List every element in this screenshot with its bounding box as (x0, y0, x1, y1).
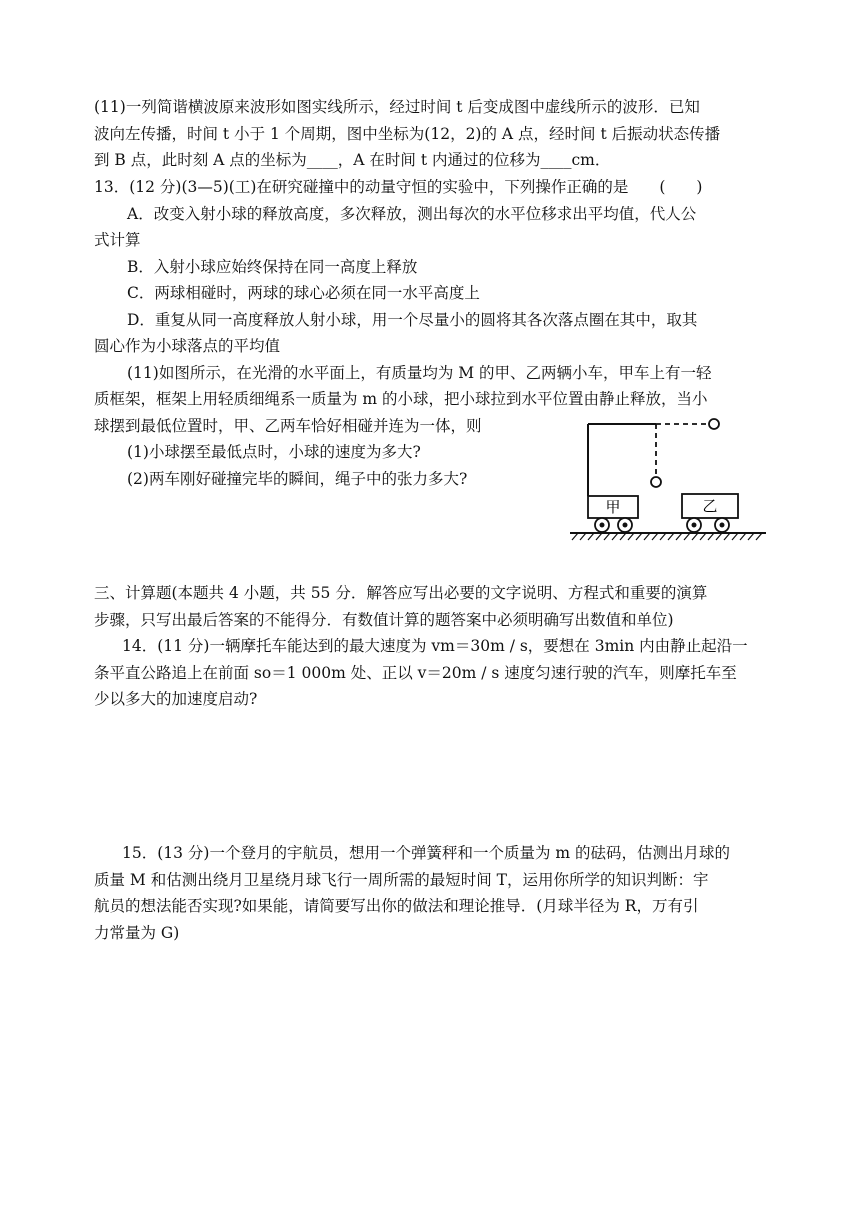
question-15 (94, 840, 768, 946)
ball-horizontal (709, 419, 719, 429)
cart-a-axle-right (623, 523, 628, 528)
ball-lowest (651, 477, 661, 487)
question-11-wave (94, 94, 768, 174)
q14-line-3: 少以多大的加速度启动? (94, 690, 258, 708)
cart-b-axle-left (692, 523, 697, 528)
section-3-line-1: 三、计算题(本题共 4 小题，共 55 分．解答应写出必要的文字说明、方程式和重要的演算 (94, 584, 708, 602)
q13-stem: 13．(12 分)(3—5)(工)在研究碰撞中的动量守恒的实验中，下列操作正确的是 ( ) (94, 178, 703, 196)
q13-option-a-line-1: A．改变入射小球的释放高度，多次释放，测出每次的水平位移求出平均值，代人公 (127, 204, 697, 223)
q11-line-2: 波向左传播，时间 t 小于 1 个周期，图中坐标为(12，2)的 A 点，经时间 t 后振动状态传播 (94, 124, 721, 143)
q13-option-d-line-2: 圆心作为小球落点的平均值 (94, 337, 281, 355)
q14-line-2: 条平直公路追上在前面 so＝1 000m 处、正以 v＝20m / s 速度匀速行驶的汽车，则摩托车至 (94, 663, 737, 682)
q13-option-c: C．两球相碰时，两球的球心必须在同一水平高度上 (127, 284, 480, 302)
cart-b-axle-right (720, 523, 725, 528)
q15-line-2: 质量 M 和估测出绕月卫星绕月球飞行一周所需的最短时间 T，运用你所学的知识判断：宇 (94, 870, 709, 889)
section-3-line-2: 步骤，只写出最后答案的不能得分．有数值计算的题答案中必须明确写出数值和单位) (94, 610, 674, 629)
section-3-heading (94, 580, 768, 713)
q13-option-b: B．入射小球应始终保持在同一高度上释放 (127, 257, 418, 276)
q14-line-1: 14．(11 分)一辆摩托车能达到的最大速度为 vm＝30m / s，要想在 3min 内由静止起沿一 (122, 637, 748, 655)
cart-b-label: 乙 (702, 497, 718, 515)
q13-sub-question-1: (1)小球摆至最低点时，小球的速度为多大? (127, 443, 421, 461)
q13-part2-line-1: (11)如图所示，在光滑的水平面上，有质量均为 M 的甲、乙两辆小车，甲车上有一轻 (127, 363, 712, 382)
q13-part2-line-3: 球摆到最低位置时，甲、乙两车恰好相碰并连为一体，则 (94, 416, 482, 435)
q15-line-3: 航员的想法能否实现?如果能，请简要写出你的做法和理论推导．(月球半径为 R，万有引 (94, 897, 699, 915)
q15-line-1: 15．(13 分)一个登月的宇航员，想用一个弹簧秤和一个质量为 m 的砝码，估测出月球的 (122, 844, 731, 862)
q15-line-4: 力常量为 G) (94, 923, 180, 942)
carts-pendulum-figure (568, 412, 768, 544)
q13-option-d-line-1: D．重复从同一高度释放人射小球，用一个尽量小的圆将其各次落点圈在其中，取其 (127, 310, 698, 329)
q13-option-a-line-2: 式计算 (94, 231, 141, 249)
cart-a-axle-left (600, 523, 605, 528)
q11-line-1: (11)一列简谐横波原来波形如图实线所示，经过时间 t 后变成图中虚线所示的波形．已知 (94, 98, 700, 116)
ground-hatching (572, 533, 762, 540)
q13-sub-question-2: (2)两车刚好碰撞完毕的瞬间，绳子中的张力多大? (127, 469, 468, 488)
q11-line-3: 到 B 点，此时刻 A 点的坐标为____，A 在时间 t 内通过的位移为____cm． (94, 151, 611, 169)
q13-part2-line-2: 质框架，框架上用轻质细绳系一质量为 m 的小球，把小球拉到水平位置由静止释放，当小 (94, 390, 708, 408)
cart-a-label: 甲 (605, 498, 621, 516)
